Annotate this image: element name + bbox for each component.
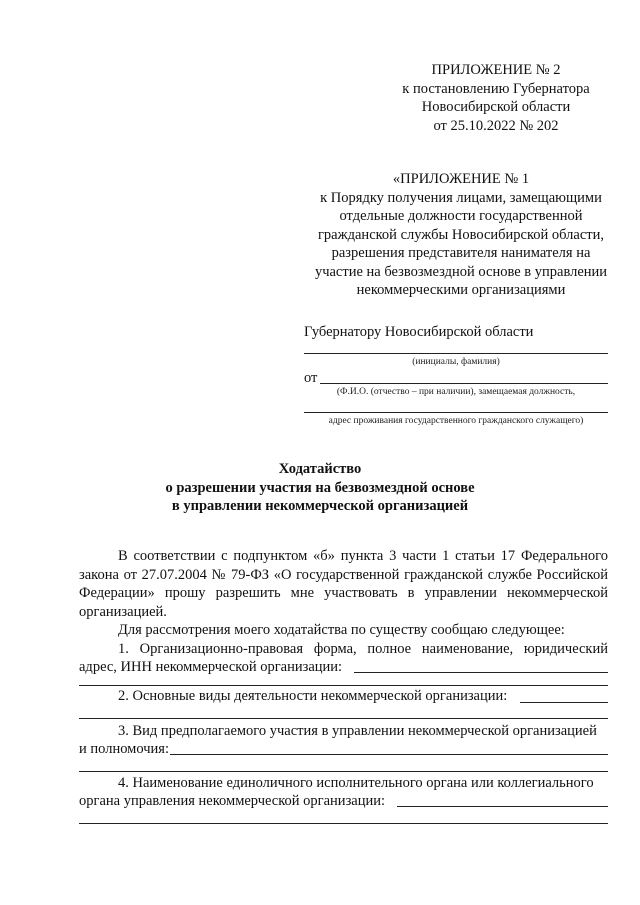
petition-body [79,547,608,640]
appendix-1-line: к Порядку получения лицами, замещающими [320,189,602,206]
appendix-1-line: гражданской службы Новосибирской области, [317,226,605,243]
appendix-2-title: ПРИЛОЖЕНИЕ № 2 [431,62,561,78]
item-3-fill-line-2[interactable] [79,771,608,772]
addressee-to: Губернатору Новосибирской области [304,324,534,340]
item-4-fill-line[interactable] [397,806,608,807]
petition-title-line: о разрешении участия на безвозмездной основе [165,479,475,496]
body-paragraph-2: Для рассмотрения моего ходатайства по существу сообщаю следующее: [118,622,565,638]
fio-fill-line[interactable] [320,383,608,384]
item-4-line-b: органа управления некоммерческой организации: [79,793,386,809]
address-caption: адрес проживания государственного гражданского служащего) [328,416,584,426]
appendix-1-title: «ПРИЛОЖЕНИЕ № 1 [392,171,530,187]
appendix-1-line: участие на безвозмездной основе в управлении [314,263,608,280]
item-4-fill-line-2[interactable] [79,823,608,824]
fio-caption: (Ф.И.О. (отчество – при наличии), замещаемая должность, [336,387,576,397]
item-4-line-a: 4. Наименование единоличного исполнительного органа или коллегиального [118,775,594,791]
initials-caption: (инициалы, фамилия) [412,357,500,367]
body-paragraph-1: В соответствии с подпунктом «б» пункта 3 части 1 статьи 17 Федерального закона от 27.07.2004 № 79-ФЗ «О государственной гражданской службе Российской Федерации» прошу разрешить мне участвовать в управлении некоммерческой организацией. [79,548,608,620]
item-1-fill-line-2[interactable] [79,685,608,686]
item-1-line-b: адрес, ИНН некоммерческой организации: [79,659,343,675]
item-2-fill-line-2[interactable] [79,718,608,719]
from-label: от [304,370,318,386]
appendix-2-line: к постановлению Губернатора [402,80,590,97]
initials-fill-line[interactable] [304,353,608,354]
appendix-2-line: Новосибирской области [421,99,571,115]
appendix-1-header [296,170,626,300]
item-3-line-a: 3. Вид предполагаемого участия в управлении некоммерческой организацией [118,723,597,739]
appendix-1-line: отдельные должности государственной [339,208,583,224]
appendix-1-line: разрешения представителя нанимателя на [331,245,591,261]
petition-title [60,460,580,516]
petition-title-line: в управлении некоммерческой организацией [171,498,469,514]
item-1-fill-line[interactable] [354,672,608,673]
item-2-line: 2. Основные виды деятельности некоммерческой организации: [118,688,508,704]
appendix-1-line: некоммерческими организациями [356,282,566,298]
address-fill-line[interactable] [304,412,608,413]
appendix-2-header [396,61,596,135]
item-2-fill-line[interactable] [520,702,608,703]
item-1-line-a: 1. Организационно-правовая форма, полное наименование, юридический [118,641,608,657]
appendix-2-date-number: от 25.10.2022 № 202 [433,117,559,134]
petition-title-line: Ходатайство [278,461,362,477]
item-3-fill-line[interactable] [170,754,608,755]
item-3-line-b: и полномочия: [79,741,169,757]
